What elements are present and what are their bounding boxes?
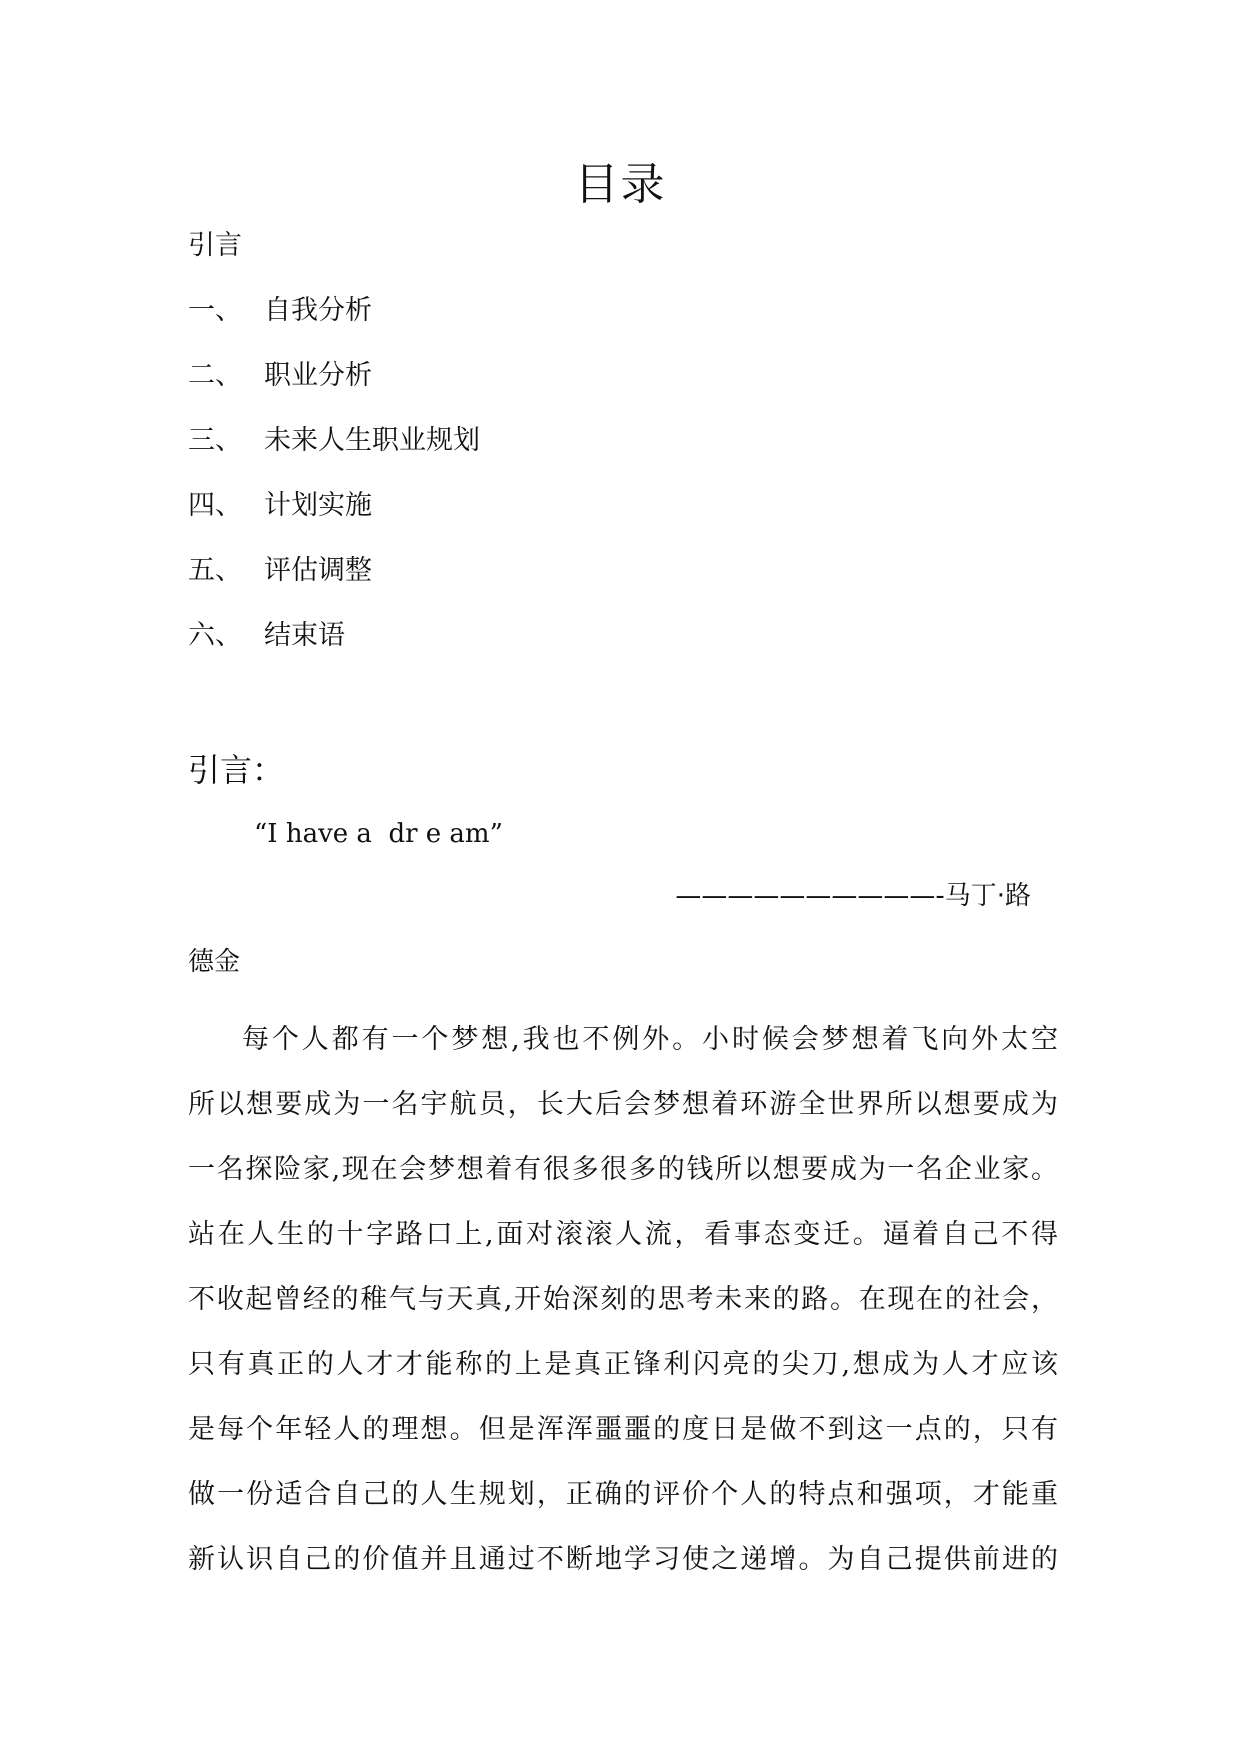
toc-item-number: 四、 [188, 490, 242, 521]
toc-item [188, 488, 480, 553]
intro-paragraph [188, 1007, 1058, 1592]
toc-item-number: 一、 [188, 295, 242, 326]
paragraph-line: 不收起曾经的稚气与天真,开始深刻的思考未来的路。在现在的社会， [188, 1284, 1058, 1315]
toc-item-label: 职业分析 [264, 360, 372, 391]
toc-item-label: 结束语 [264, 620, 345, 651]
toc-item-number: 六、 [188, 620, 242, 651]
toc-title: 目录 [574, 159, 667, 210]
paragraph-line: 所以想要成为一名宇航员，长大后会梦想着环游全世界所以想要成为 [188, 1089, 1058, 1120]
paragraph-line: 只有真正的人才才能称的上是真正锋利闪亮的尖刀,想成为人才应该 [188, 1349, 1058, 1380]
paragraph-line: 是每个年轻人的理想。但是浑浑噩噩的度日是做不到这一点的，只有 [188, 1414, 1058, 1445]
paragraph-line: 新认识自己的价值并且通过不断地学习使之递增。为自己提供前进的 [188, 1544, 1058, 1575]
toc-item-label: 未来人生职业规划 [264, 425, 480, 456]
toc-item [188, 618, 480, 683]
paragraph-line: 一名探险家,现在会梦想着有很多很多的钱所以想要成为一名企业家。 [188, 1154, 1058, 1185]
paragraph-line: 站在人生的十字路口上,面对滚滚人流，看事态变迁。逼着自己不得 [188, 1219, 1058, 1250]
paragraph-line: 做一份适合自己的人生规划，正确的评价个人的特点和强项，才能重 [188, 1479, 1058, 1510]
quote-text: “I have a dr e am” [254, 819, 503, 849]
paragraph-line: 每个人都有一个梦想,我也不例外。小时候会梦想着飞向外太空 [242, 1024, 1058, 1055]
toc-item-number: 三、 [188, 425, 242, 456]
toc-item-label: 计划实施 [264, 490, 372, 521]
toc-item [188, 358, 480, 423]
toc-item-intro: 引言 [188, 230, 242, 261]
toc-item-label: 评估调整 [264, 555, 372, 586]
toc-item [188, 553, 480, 618]
toc-item-number: 五、 [188, 555, 242, 586]
intro-heading: 引言： [188, 751, 285, 789]
toc-item-label: 自我分析 [264, 295, 372, 326]
toc-item [188, 293, 480, 358]
toc-item-number: 二、 [188, 360, 242, 391]
quote-attribution-continued: 德金 [188, 947, 241, 977]
toc-item [188, 423, 480, 488]
quote-attribution: ——————————-马丁·路 [675, 881, 1031, 911]
toc-list [188, 293, 480, 683]
